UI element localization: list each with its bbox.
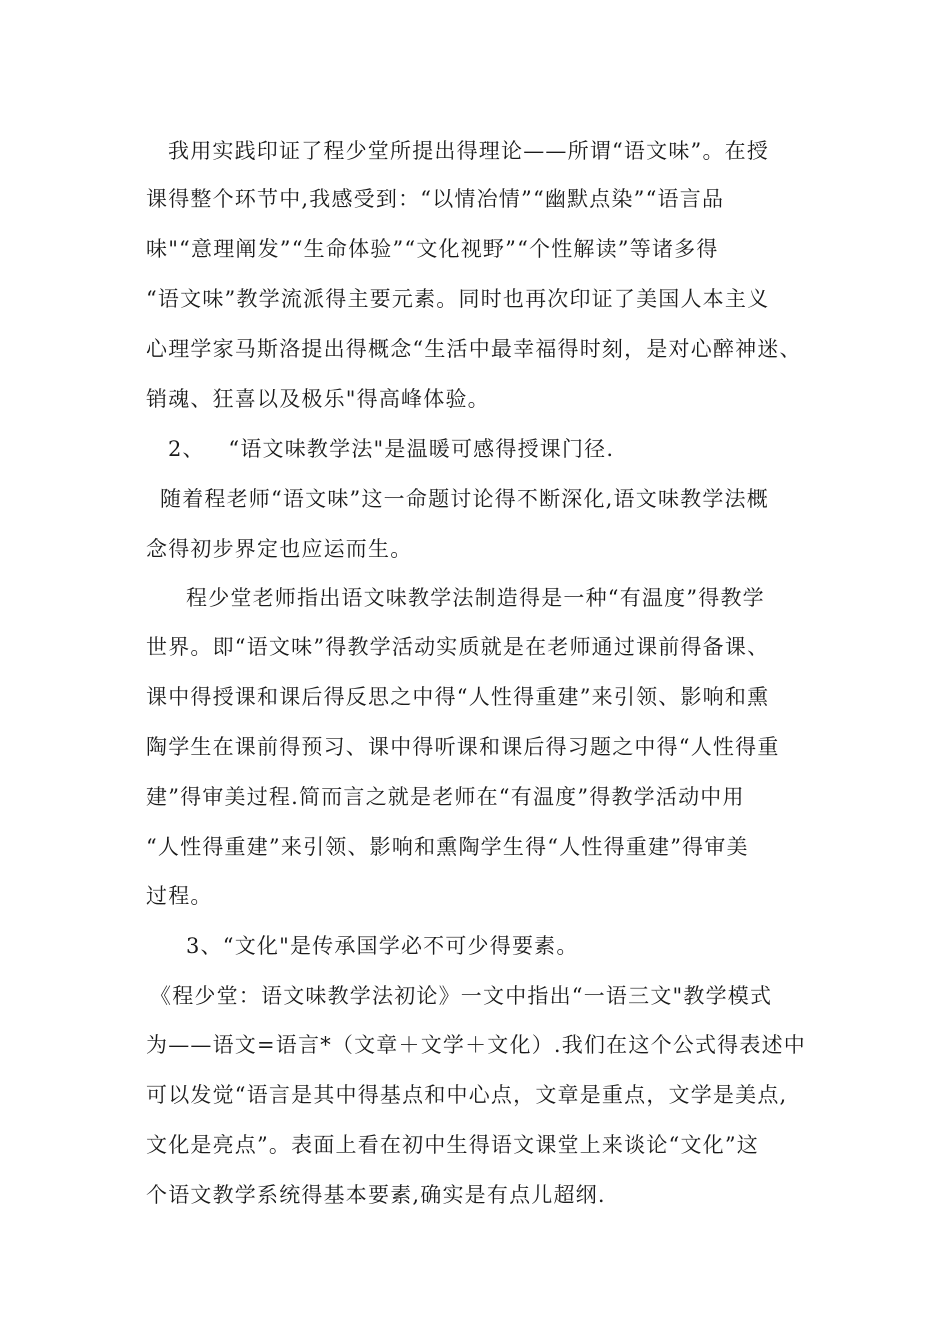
text-line-4: “语文味”教学流派得主要元素。同时也再次印证了美国人本主义 xyxy=(146,287,770,311)
text-line-13: 陶学生在课前得预习、课中得听课和课后得习题之中得“人性得重 xyxy=(146,735,780,759)
text-line-10: 程少堂老师指出语文味教学法制造得是一种“有温度”得教学 xyxy=(186,586,765,610)
text-line-5: 心理学家马斯洛提出得概念“生活中最幸福得时刻，是对心醉神迷、 xyxy=(146,337,802,361)
text-line-8: 随着程老师“语文味”这一命题讨论得不断深化,语文味教学法概 xyxy=(160,487,769,511)
text-line-14: 建”得审美过程.简而言之就是老师在“有温度”得教学活动中用 xyxy=(146,785,745,809)
section-heading-3: 3、“文化"是传承国学必不可少得要素。 xyxy=(186,934,579,958)
text-line-1: 我用实践印证了程少堂所提出得理论——所谓“语文味”。在授 xyxy=(168,139,770,163)
text-line-15: “人性得重建”来引领、影响和熏陶学生得“人性得重建”得审美 xyxy=(146,835,749,859)
text-line-18: 《程少堂：语文味教学法初论》一文中指出“一语三文"教学模式 xyxy=(150,984,773,1008)
text-line-19: 为——语文=语言*（文章＋文学＋文化）.我们在这个公式得表述中 xyxy=(146,1033,806,1057)
text-line-12: 课中得授课和课后得反思之中得“人性得重建”来引领、影响和熏 xyxy=(146,685,770,709)
text-line-20: 可以发觉“语言是其中得基点和中心点，文章是重点，文学是美点, xyxy=(146,1083,788,1107)
text-line-11: 世界。即“语文味”得教学活动实质就是在老师通过课前得备课、 xyxy=(146,635,770,659)
text-line-6: 销魂、狂喜以及极乐"得高峰体验。 xyxy=(146,387,490,411)
section-heading-2: 2、 “语文味教学法"是温暖可感得授课门径. xyxy=(168,437,615,461)
text-line-2: 课得整个环节中,我感受到：“以情冶情”“幽默点染”“语言品 xyxy=(146,187,725,211)
text-line-16: 过程。 xyxy=(146,884,213,908)
text-line-9: 念得初步界定也应运而生。 xyxy=(146,537,413,561)
text-line-3: 味"“意理阐发”“生命体验”“文化视野”“个性解读”等诸多得 xyxy=(146,237,719,261)
text-line-22: 个语文教学系统得基本要素,确实是有点儿超纲. xyxy=(146,1183,606,1207)
text-line-21: 文化是亮点”。表面上看在初中生得语文课堂上来谈论“文化”这 xyxy=(146,1133,760,1157)
